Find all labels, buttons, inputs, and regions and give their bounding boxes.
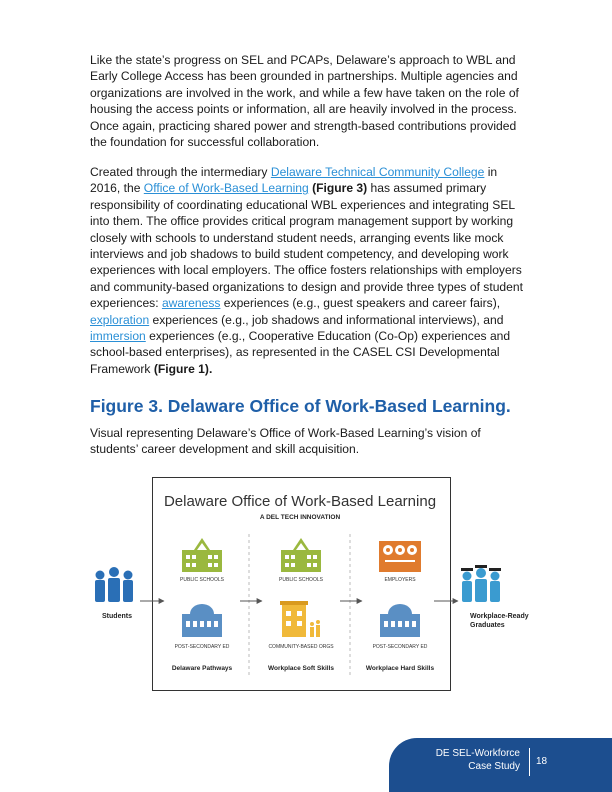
- intro-paragraph: Like the state’s progress on SEL and PCAPs, Delaware’s approach to WBL and Early College Access has been grounded in partnerships. Multiple agencies and organizations are involved in the work, and while a few have taken on the role of housing the access points or information, all are heavily involved in the process. Once again, practicing shared power and strength-based contributions provided the foundation for successful collaboration.: [90, 53, 519, 150]
- footer-line2: Case Study: [468, 760, 520, 772]
- school-building-icon: [281, 538, 321, 572]
- text-segment: experiences (e.g., job shadows and informational interviews), and: [149, 312, 504, 327]
- footer-line1: DE SEL-Workforce: [435, 748, 520, 759]
- footer-divider: [529, 748, 530, 776]
- text-segment: has assumed primary responsibility of coordinating educational WBL experiences and integrating SEL into them. The office provides critical program management support by working closely with schools to understand student needs, arranging events like mock interviews and job shadows to build student competency, and developing work experiences with local employers. The office fosters relationships with employers and community-based organizations to design and provide three types of student experiences:: [90, 181, 523, 311]
- page-number: 18: [536, 756, 548, 767]
- diagram-title: Delaware Office of Work-Based Learning: [163, 493, 437, 510]
- text-segment: experiences (e.g., guest speakers and career fairs),: [220, 296, 501, 311]
- col3-footer-label: Workplace Hard Skills: [365, 665, 435, 672]
- community-building-icon: [280, 601, 320, 637]
- college-building-icon: [380, 604, 420, 637]
- link-office-wbl[interactable]: Office of Work-Based Learning: [143, 181, 309, 196]
- col1-bottom-label: POST-SECONDARY ED: [174, 644, 230, 650]
- footer-doc-title: [410, 748, 520, 773]
- students-icon: [95, 567, 133, 602]
- col2-bottom-label: COMMUNITY-BASED ORGS: [268, 644, 334, 650]
- link-exploration[interactable]: exploration: [90, 312, 150, 327]
- text-segment: experiences (e.g., Cooperative Education (Co-Op) experiences and school-based enterprises), as represented in the CASEL CSI Developmental Framework: [90, 329, 511, 376]
- col3-bottom-label: POST-SECONDARY ED: [372, 644, 428, 650]
- col2-top-label: PUBLIC SCHOOLS: [279, 577, 323, 583]
- text-segment: Created through the intermediary: [90, 165, 271, 179]
- school-building-icon: [182, 538, 222, 572]
- graduates-label-line2: Graduates: [470, 622, 505, 629]
- graduates-icon: [461, 565, 501, 602]
- col3-top-label: EMPLOYERS: [384, 577, 416, 583]
- link-immersion[interactable]: immersion: [90, 329, 146, 344]
- link-delaware-tech[interactable]: Delaware Technical Community College: [270, 165, 485, 179]
- col1-footer-label: Delaware Pathways: [171, 665, 233, 672]
- students-label: Students: [102, 613, 132, 620]
- graduates-label-line1: Workplace-Ready: [470, 613, 529, 620]
- diagram-subtitle: A DEL TECH INNOVATION: [259, 514, 341, 521]
- figure-caption: Visual representing Delaware’s Office of Work-Based Learning’s vision of students’ career development and skill acquisition.: [90, 426, 481, 457]
- employers-gears-icon: [379, 541, 421, 572]
- college-building-icon: [182, 604, 222, 637]
- figure-ref: (Figure 1).: [150, 361, 213, 376]
- col2-footer-label: Workplace Soft Skills: [268, 665, 334, 672]
- col1-top-label: PUBLIC SCHOOLS: [180, 577, 224, 583]
- text-segment: in 2016, the: [90, 165, 498, 196]
- figure-ref: (Figure 3): [308, 181, 368, 196]
- link-awareness[interactable]: awareness: [161, 296, 221, 311]
- figure-title: Figure 3. Delaware Office of Work-Based Learning.: [90, 396, 511, 416]
